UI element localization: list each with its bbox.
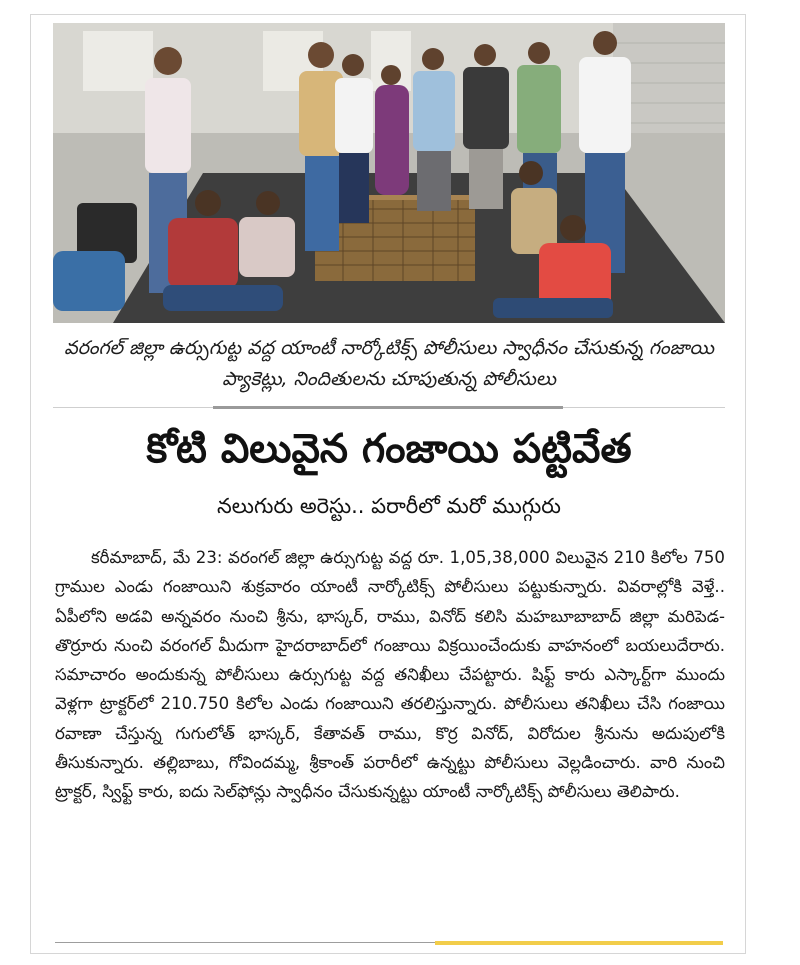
bottom-divider-accent	[435, 941, 723, 945]
photo-illustration	[53, 23, 725, 323]
subheadline: నలుగురు అరెస్టు.. పరారీలో మరో ముగ్గురు	[217, 494, 561, 518]
article-body: కరీమాబాద్, మే 23: వరంగల్ జిల్లా ఉర్సుగుట్ట వద్ద రూ. 1,05,38,000 విలువైన 210 కిలోల 750 గ్రాముల ఎండు గంజాయిని శుక్రవారం యాంటీ నార్కోటిక్స్ పోలీసులు పట్టుకున్నారు. వివరాల్లోకి వెళ్తే.. ఏపీలోని అడవి అన్నవరం నుంచి శ్రీను, భాస్కర్, రాము, వినోద్ కలిసి మహబూబాబాద్ జిల్లా మరిపెడ-తొర్రూరు నుంచి వరంగల్ మీదుగా హైదరాబాద్‌లో గంజాయి విక్రయించేందుకు వాహనంలో బయలుదేరారు. సమాచారం అందుకున్న పోలీసులు ఉర్సుగుట్ట వద్ద తనిఖీలు చేపట్టారు. షిఫ్ట్ కారు ఎస్కార్ట్‌గా ముందు వెళ్లగా ట్రాక్టర్‌లో 210.750 కిలోల ఎండు గంజాయిని తరలిస్తున్నారు. పోలీసులు తనిఖీలు చేసి గంజాయి రవాణా చేస్తున్న గుగులోత్ భాస్కర్, కేతావత్ రాము, కొర్ర వినోద్, విరోదుల శ్రీనును అదుపులోకి తీసుకున్నారు. తల్లిబాబు, గోవిందమ్మ, శ్రీకాంత్ పరారీలో ఉన్నట్టు పోలీసులు వెల్లడించారు. వారి నుంచి ట్రాక్టర్, స్విఫ్ట్ కారు, ఐదు సెల్‌ఫోన్లు స్వాధీనం చేసుకున్నట్టు యాంటీ నార్కోటిక్స్ పోలీసులు తెలిపారు.	[55, 548, 725, 802]
headline: కోటి విలువైన గంజాయి పట్టివేత	[146, 426, 632, 472]
caption-divider	[53, 407, 725, 408]
news-photo	[53, 23, 725, 323]
photo-caption: వరంగల్ జిల్లా ఉర్సుగుట్ట వద్ద యాంటీ నార్కోటిక్స్ పోలీసులు స్వాధీనం చేసుకున్న గంజాయి ప్యాకెట్లు, నిందితులను చూపుతున్న పోలీసులు	[64, 337, 714, 390]
bottom-divider-grey	[55, 942, 435, 943]
bottom-divider	[55, 941, 723, 944]
news-clipping	[30, 14, 746, 954]
